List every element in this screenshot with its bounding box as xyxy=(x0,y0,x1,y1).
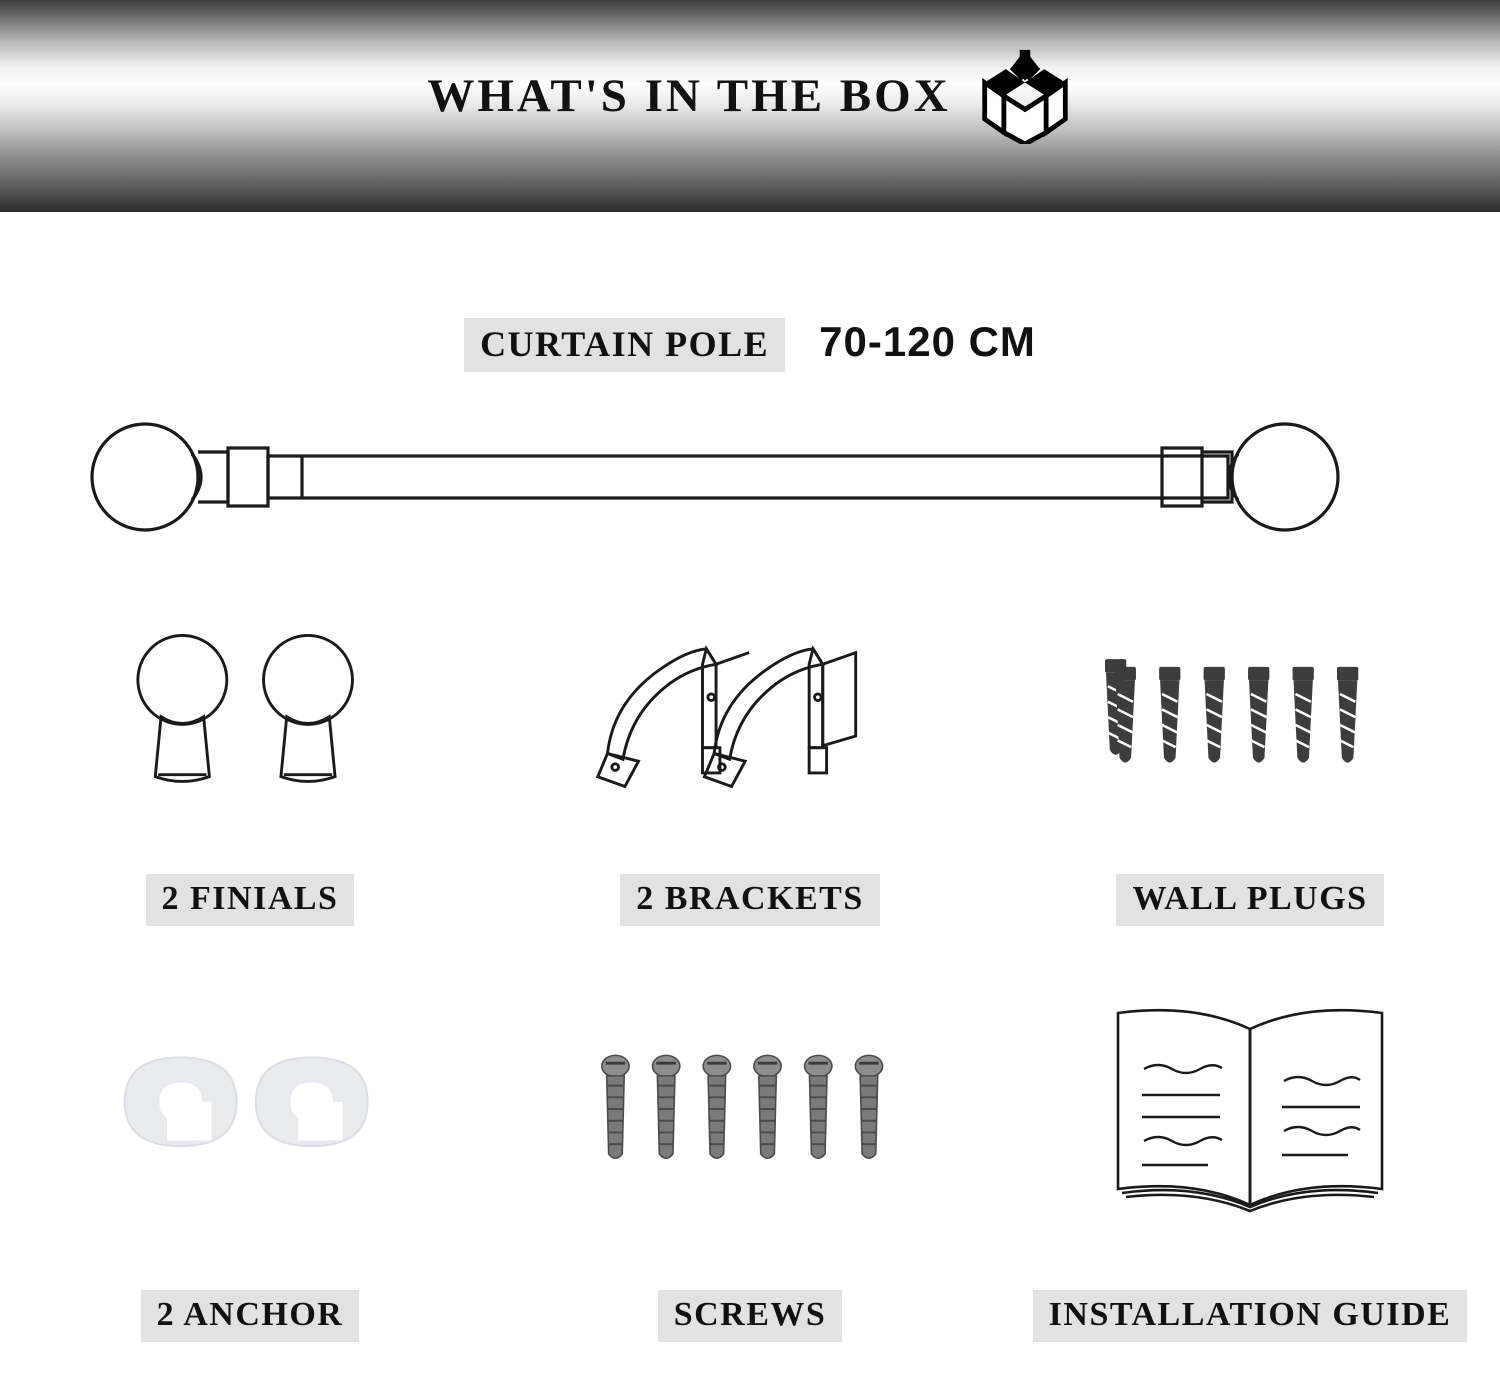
item-screws xyxy=(500,930,1000,1350)
item-finials xyxy=(0,570,500,930)
item-installation-guide xyxy=(1000,930,1500,1350)
item-label: 2 ANCHOR xyxy=(141,1290,360,1342)
finials-icon xyxy=(0,570,500,874)
item-label: 2 FINIALS xyxy=(146,874,355,926)
curtain-pole-icon xyxy=(70,412,1360,542)
installation-guide-icon xyxy=(1000,930,1500,1290)
curtain-pole-label: CURTAIN POLE xyxy=(464,318,785,372)
curtain-pole-size: 70-120 CM xyxy=(819,318,1036,365)
items-grid xyxy=(0,570,1500,1380)
item-wall-plugs xyxy=(1000,570,1500,930)
screws-icon xyxy=(500,930,1000,1290)
header-banner xyxy=(0,0,1500,212)
curtain-pole-heading xyxy=(0,318,1500,372)
header-content xyxy=(427,48,1072,144)
box-with-down-arrow-icon xyxy=(977,48,1073,144)
item-label: SCREWS xyxy=(658,1290,843,1342)
item-brackets xyxy=(500,570,1000,930)
item-anchor xyxy=(0,930,500,1350)
anchors-icon xyxy=(0,930,500,1290)
page-title: WHAT'S IN THE BOX xyxy=(427,70,951,122)
brackets-icon xyxy=(500,570,1000,874)
item-label: INSTALLATION GUIDE xyxy=(1033,1290,1468,1342)
wall-plugs-icon xyxy=(1000,570,1500,874)
item-label: 2 BRACKETS xyxy=(620,874,880,926)
item-label: WALL PLUGS xyxy=(1116,874,1383,926)
